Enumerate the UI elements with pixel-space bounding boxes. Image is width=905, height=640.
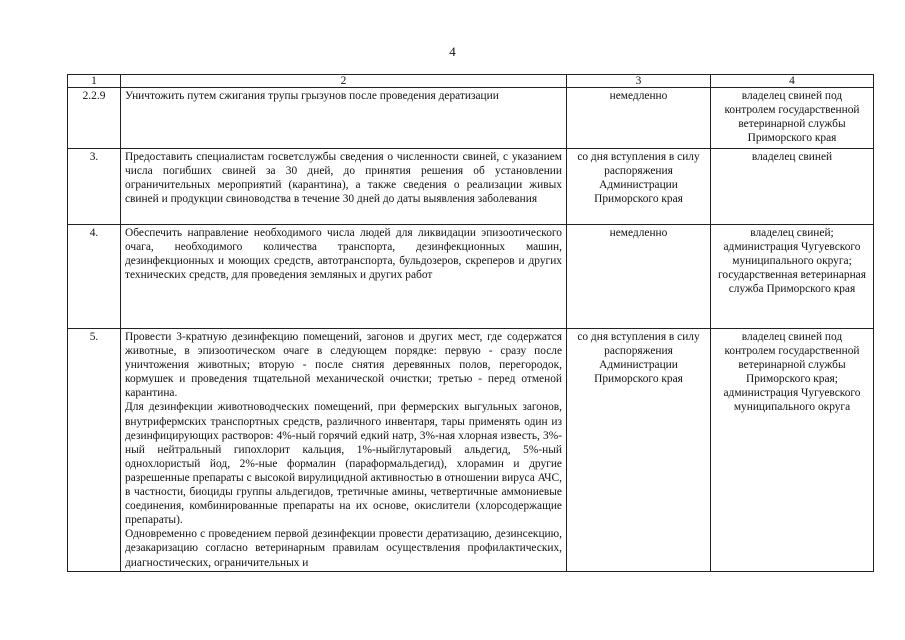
measure-text <box>121 88 567 149</box>
header-col-3: 3 <box>567 75 711 88</box>
table-row <box>68 225 874 329</box>
measure-paragraph: Предоставить специалистам госветслужбы сведения о численности свиней, с указанием числа погибших свиней за 30 дней, до принятия решения об установлении ограничительных мероприятий (карантина), а также сведения о реализации живых свиней и продукции свиноводства в течение 30 дней до даты выявления заболевания <box>125 151 562 206</box>
deadline-cell: со дня вступления в силу распоряжения Администрации Приморского края <box>567 329 711 572</box>
measures-table <box>67 74 874 572</box>
deadline-cell: немедленно <box>567 225 711 329</box>
responsible-cell: владелец свиней; администрация Чугуевского муниципального округа; государственная ветеринарная служба Приморского края <box>711 225 874 329</box>
table-header-row <box>68 75 874 88</box>
page-number: 4 <box>449 44 456 59</box>
measure-text <box>121 225 567 329</box>
row-number: 2.2.9 <box>68 88 121 149</box>
row-number: 3. <box>68 149 121 225</box>
measure-paragraph: Уничтожить путем сжигания трупы грызунов после проведения дератизации <box>125 90 499 102</box>
row-number: 5. <box>68 329 121 572</box>
deadline-cell: немедленно <box>567 88 711 149</box>
responsible-cell: владелец свиней <box>711 149 874 225</box>
header-col-4: 4 <box>711 75 874 88</box>
responsible-cell: владелец свиней под контролем государственной ветеринарной службы Приморского края; администрация Чугуевского муниципального округа <box>711 329 874 572</box>
responsible-cell: владелец свиней под контролем государственной ветеринарной службы Приморского края <box>711 88 874 149</box>
measure-paragraph: Для дезинфекции животноводческих помещений, при фермерских выгульных загонов, внутрифермских транспортных средств, различного инвентаря, тары применять один из дезинфицирующих растворов: 4%-ный горячий едкий натр, 3%-ная хлорная известь, 3%-ный нейтральный гипохлорит кальция, 1%-ныйглутаровый альдегид, 5%-ный однохлористый йод, 2%-ные формалин (параформальдегид), хлорамин и другие разрешенные препараты с высокой вирулицидной активностью в отношении вируса АЧС, в частности, биоциды группы альдегидов, третичные амины, четвертичные аммониевые соединения, комбинированные препараты на их основе, окислители (хлорсодержащие препараты). <box>125 401 562 527</box>
table-row <box>68 149 874 225</box>
table-row <box>68 329 874 572</box>
measure-paragraph: Провести 3-кратную дезинфекцию помещений, загонов и других мест, где содержатся животные, в эпизоотическом очаге в следующем порядке: первую - сразу после уничтожения животных; вторую - после снятия деревянных полов, перегородок, кормушек и проведения тщательной механической очистки; третью - перед отменой карантина. <box>125 331 562 400</box>
measure-paragraph: Одновременно с проведением первой дезинфекции провести дератизацию, дезинсекцию, дезакаризацию согласно ветеринарным правилам осуществления профилактических, диагностических, ограничительных и <box>125 528 562 569</box>
measure-text <box>121 149 567 225</box>
header-col-1: 1 <box>68 75 121 88</box>
deadline-cell: со дня вступления в силу распоряжения Администрации Приморского края <box>567 149 711 225</box>
header-col-2: 2 <box>121 75 567 88</box>
measure-text <box>121 329 567 572</box>
measure-paragraph: Обеспечить направление необходимого числа людей для ликвидации эпизоотического очага, необходимого количества транспорта, дезинфекционных машин, дезинфекционных и моющих средств, автотранспорта, бульдозеров, скреперов и других технических средств, для проведения земляных и других работ <box>125 227 562 282</box>
table-row <box>68 88 874 149</box>
row-number: 4. <box>68 225 121 329</box>
